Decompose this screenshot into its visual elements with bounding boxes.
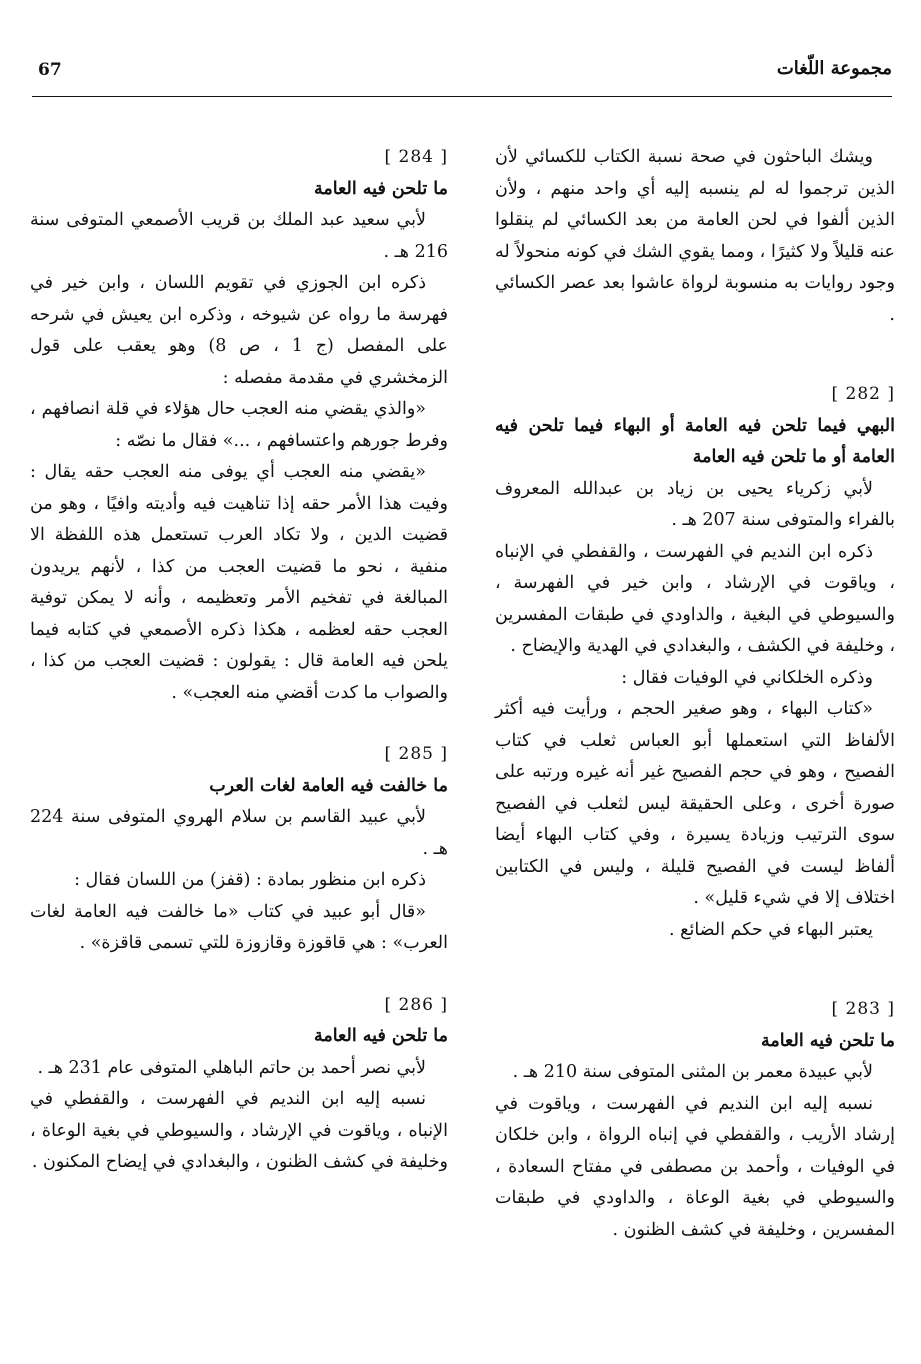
entry-285 [30, 739, 448, 960]
page-number: 67 [38, 60, 62, 80]
entry-title: ما تلحن فيه العامة [313, 1026, 448, 1046]
entry-paragraph: لأبي عبيد القاسم بن سلام الهروي المتوفى سنة 224 هـ . [30, 807, 448, 859]
intro-paragraph: ويشك الباحثون في صحة نسبة الكتاب للكسائي لأن الذين ترجموا له لم ينسبه إليه أي واحد منهم ، ولأن الذين ألفوا في لحن العامة من بعد الكسائي لم ينقلوا عنه قليلاً ولا كثيرًا ، ومما يقوي الشك في كونه منحولاً له وجود روايات به منسوبة لرواة عاشوا بعد عصر الكسائي . [495, 147, 895, 325]
entry-number: [ 286 ] [384, 994, 448, 1015]
entry-number: [ 282 ] [831, 384, 895, 404]
entry-title: ما خالفت فيه العامة لغات العرب [209, 775, 448, 796]
page-header [32, 56, 892, 97]
entry-286 [30, 990, 448, 1179]
entry-quote: «يقضي منه العجب أي يوفى منه العجب حقه يقال : وفيت هذا الأمر حقه إذا تناهيت فيه وأديته وافيًا ، وهو من قضيت الدين ، ولا تكاد العرب تستعمل هذه اللفظة الا منفية ، نحو ما قضيت العجب من كذا ، لأنهم يريدون المبالغة في تفخيم الأمر وتعظيمه ، وأنه لا يمكن توفية العجب حقه لعظمه ، هكذا ذكره الأصمعي في كتابه فيما يلحن فيه العامة قال : يقولون : قضيت العجب من كذا ، والصواب ما كدت أقضي منه العجب» . [30, 462, 448, 703]
left-column [30, 142, 448, 1179]
entry-paragraph: ذكره ابن منظور بمادة : (قفز) من اللسان فقال : [74, 870, 426, 890]
entry-283 [495, 994, 895, 1246]
entry-paragraph: وذكره الخلكاني في الوفيات فقال : [621, 667, 873, 688]
running-title: مجموعة اللّغات [776, 58, 892, 79]
entry-title: البهي فيما تلحن فيه العامة أو البهاء فيما تلحن فيه العامة أو ما تلحن فيه العامة [495, 415, 895, 467]
entry-paragraph: لأبي زكرياء يحيى بن زياد بن عبدالله المعروف بالفراء والمتوفى سنة 207 هـ . [495, 478, 895, 530]
entry-paragraph: لأبي نصر أحمد بن حاتم الباهلي المتوفى عام 231 هـ . [37, 1057, 426, 1078]
entry-paragraph: لأبي سعيد عبد الملك بن قريب الأصمعي المتوفى سنة 216 هـ . [30, 210, 448, 262]
entry-title: ما تلحن فيه العامة [760, 1030, 895, 1051]
entry-paragraph: يعتبر البهاء في حكم الضائع . [669, 919, 873, 940]
entry-number: [ 283 ] [831, 999, 895, 1019]
entry-title: ما تلحن فيه العامة [313, 178, 448, 199]
entry-284 [30, 142, 448, 709]
right-column [495, 142, 895, 1246]
entry-quote: «والذي يقضي منه العجب حال هؤلاء في قلة انصافهم ، وفرط جورهم واعتسافهم ، ...» فقال ما نصّه : [30, 399, 448, 451]
entry-quote: «قال أبو عبيد في كتاب «ما خالفت فيه العامة لغات العرب» : هي قاقوزة وقازوزة للتي تسمى قاقزة» . [30, 901, 448, 953]
entry-paragraph: ذكره ابن النديم في الفهرست ، والقفطي في الإنباه ، وياقوت في الإرشاد ، وابن خير في الفهرسة ، والسيوطي في البغية ، والداودي في طبقات المفسرين ، وخليفة في الكشف ، والبغدادي في الهدية والإيضاح . [495, 541, 895, 656]
entry-paragraph: ذكره ابن الجوزي في تقويم اللسان ، وابن خير في فهرسة ما رواه عن شيوخه ، وذكره ابن يعيش في شرحه على المفصل (ج 1 ، ص 8) وهو يعقب على قول الزمخشري في مقدمة مفصله : [30, 273, 448, 388]
entry-paragraph: نسبه إليه ابن النديم في الفهرست ، وياقوت في إرشاد الأريب ، والقفطي في إنباه الرواة ، وابن خلكان في الوفيات ، وأحمد بن مصطفى في مفتاح السعادة ، والسيوطي في بغية الوعاة ، والداودي في طبقات المفسرين ، وخليفة في كشف الظنون . [495, 1093, 895, 1240]
entry-282 [495, 379, 895, 946]
entry-paragraph: نسبه إليه ابن النديم في الفهرست ، والقفطي في الإنباه ، وياقوت في الإرشاد ، والسيوطي في بغية الوعاة ، وخليفة في كشف الظنون ، والبغدادي في إيضاح المكنون . [30, 1089, 448, 1172]
entry-paragraph: لأبي عبيدة معمر بن المثنى المتوفى سنة 210 هـ . [512, 1062, 873, 1082]
entry-number: [ 284 ] [384, 147, 448, 167]
entry-quote: «كتاب البهاء ، وهو صغير الحجم ، ورأيت فيه أكثر الألفاظ التي استعملها أبو العباس ثعلب في كتاب الفصيح ، وهو في حجم الفصيح غير أنه غيره ورتبه على صورة أخرى ، وعلى الحقيقة ليس لثعلب في الفصيح سوى الترتيب وزيادة يسيرة ، وفي كتاب البهاء أيضا ألفاظ ليست في الفصيح قليلة ، وليس في الكتابين اختلاف إلا في شيء قليل» . [495, 699, 895, 908]
entry-number: [ 285 ] [384, 744, 448, 764]
